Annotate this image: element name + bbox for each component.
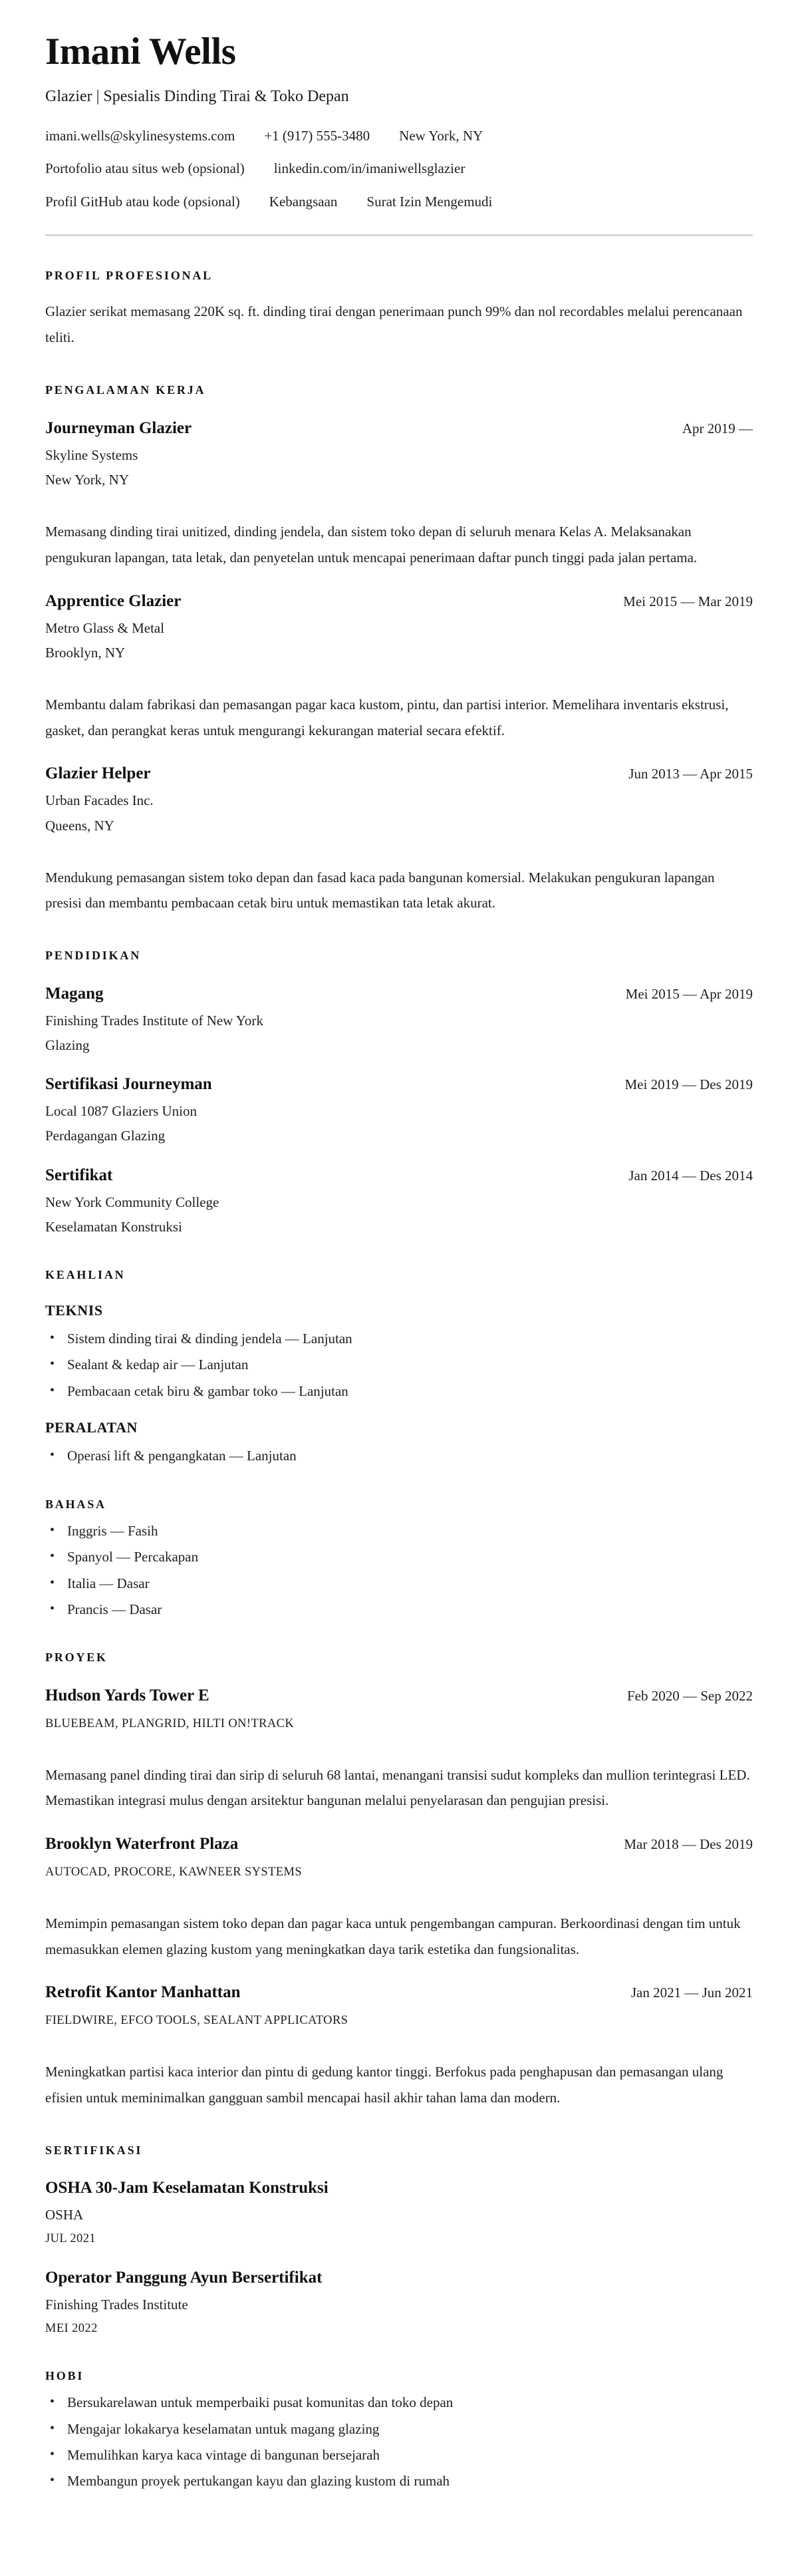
education-dates: Jan 2014 — Des 2014 bbox=[628, 1167, 753, 1184]
contact-row-1 bbox=[45, 127, 753, 144]
education-school: New York Community College bbox=[45, 1194, 219, 1210]
job-company: Metro Glass & Metal bbox=[45, 619, 165, 636]
profile-heading: PROFIL PROFESIONAL bbox=[45, 268, 213, 282]
job-entry bbox=[45, 418, 753, 571]
location-value: New York, NY bbox=[399, 128, 483, 144]
job-dates: Jun 2013 — Apr 2015 bbox=[628, 766, 753, 782]
education-entry bbox=[45, 983, 753, 1054]
section-profile bbox=[45, 268, 753, 351]
section-education bbox=[45, 948, 753, 1235]
certification-date: JUL 2021 bbox=[45, 2232, 96, 2246]
certification-entry bbox=[45, 2267, 753, 2336]
job-title: Glazier Helper bbox=[45, 764, 151, 783]
skill-item: • Operasi lift & pengangkatan — Lanjutan bbox=[45, 1447, 753, 1464]
certification-date: MEI 2022 bbox=[45, 2321, 98, 2335]
skills-group-label-tools: PERALATAN bbox=[45, 1418, 138, 1436]
hobby-item: • Mengajar lokakarya keselamatan untuk magang glazing bbox=[45, 2420, 753, 2438]
project-entry bbox=[45, 1834, 753, 1962]
section-certifications bbox=[45, 2143, 753, 2336]
project-tools: BLUEBEAM, PLANGRID, HILTI ON!TRACK bbox=[45, 1716, 295, 1730]
resume-header bbox=[45, 31, 753, 236]
education-school: Local 1087 Glaziers Union bbox=[45, 1103, 198, 1120]
project-dates: Mar 2018 — Des 2019 bbox=[624, 1836, 753, 1852]
hobby-item: • Bersukarelawan untuk memperbaiki pusat komunitas dan toko depan bbox=[45, 2394, 753, 2411]
education-degree: Sertifikat bbox=[45, 1166, 113, 1184]
section-languages bbox=[45, 1497, 753, 1619]
certification-entry bbox=[45, 2177, 753, 2247]
project-description: Memimpin pemasangan sistem toko depan dan pagar kaca untuk pengembangan campuran. Berkoordinasi dengan tim untuk memasukkan elemen glazing kustom yang meningkatkan daya tarik estetika dan fungsionalitas. bbox=[45, 1915, 741, 1957]
project-dates: Jan 2021 — Jun 2021 bbox=[630, 1985, 753, 2001]
certification-title: OSHA 30-Jam Keselamatan Konstruksi bbox=[45, 2179, 329, 2197]
email-value: imani.wells@skylinesystems.com bbox=[45, 128, 235, 144]
nationality-label: Kebangsaan bbox=[269, 193, 338, 210]
education-dates: Mei 2019 — Des 2019 bbox=[624, 1076, 753, 1093]
certification-issuer: OSHA bbox=[45, 2207, 84, 2223]
job-dates: Apr 2019 — bbox=[682, 420, 753, 436]
certification-title: Operator Panggung Ayun Bersertifikat bbox=[45, 2268, 323, 2287]
project-title: Hudson Yards Tower E bbox=[45, 1686, 209, 1704]
experience-heading: PENGALAMAN KERJA bbox=[45, 383, 206, 397]
job-description: Membantu dalam fabrikasi dan pemasangan pagar kaca kustom, pintu, dan partisi interior. Memelihara inventaris ekstrusi, gasket, dan perangkat keras untuk mengurangi kekurangan material secara efektif. bbox=[45, 697, 729, 738]
phone-value: +1 (917) 555-3480 bbox=[264, 128, 370, 144]
hobby-item: • Memulihkan karya kaca vintage di bangunan bersejarah bbox=[45, 2446, 753, 2464]
certifications-heading: SERTIFIKASI bbox=[45, 2143, 143, 2157]
skills-heading: KEAHLIAN bbox=[45, 1268, 126, 1282]
profile-summary: Glazier serikat memasang 220K sq. ft. dinding tirai dengan penerimaan punch 99% dan nol recordables melalui perencanaan teliti. bbox=[45, 303, 743, 346]
job-company: Urban Facades Inc. bbox=[45, 792, 154, 809]
skills-list-tools bbox=[45, 1447, 753, 1464]
education-heading: PENDIDIKAN bbox=[45, 949, 142, 963]
driving-license-label: Surat Izin Mengemudi bbox=[366, 193, 493, 210]
job-location: Brooklyn, NY bbox=[45, 644, 126, 661]
job-company: Skyline Systems bbox=[45, 446, 138, 463]
language-item: • Italia — Dasar bbox=[45, 1575, 753, 1592]
contact-row-2 bbox=[45, 160, 753, 177]
job-location: Queens, NY bbox=[45, 817, 114, 834]
language-item: • Inggris — Fasih bbox=[45, 1522, 753, 1539]
project-title: Retrofit Kantor Manhattan bbox=[45, 1983, 241, 2002]
job-entry bbox=[45, 591, 753, 744]
candidate-headline: Glazier | Spesialis Dinding Tirai & Toko Depan bbox=[45, 87, 349, 105]
section-skills bbox=[45, 1267, 753, 1465]
project-title: Brooklyn Waterfront Plaza bbox=[45, 1834, 239, 1853]
language-item: • Prancis — Dasar bbox=[45, 1601, 753, 1618]
section-projects bbox=[45, 1650, 753, 2111]
hobby-item: • Membangun proyek pertukangan kayu dan glazing kustom di rumah bbox=[45, 2472, 753, 2490]
candidate-name: Imani Wells bbox=[45, 31, 236, 73]
project-entry bbox=[45, 1982, 753, 2110]
section-experience bbox=[45, 383, 753, 916]
portfolio-placeholder: Portofolio atau situs web (opsional) bbox=[45, 160, 245, 177]
skill-item: • Pembacaan cetak biru & gambar toko — Lanjutan bbox=[45, 1382, 753, 1400]
linkedin-value: linkedin.com/in/imaniwellsglazier bbox=[273, 160, 466, 177]
education-entry bbox=[45, 1074, 753, 1145]
hobbies-heading: HOBI bbox=[45, 2368, 84, 2382]
job-title: Apprentice Glazier bbox=[45, 591, 182, 610]
education-degree: Sertifikasi Journeyman bbox=[45, 1075, 212, 1094]
certification-issuer: Finishing Trades Institute bbox=[45, 2296, 188, 2313]
education-field: Keselamatan Konstruksi bbox=[45, 1218, 182, 1235]
project-entry bbox=[45, 1685, 753, 1814]
job-dates: Mei 2015 — Mar 2019 bbox=[623, 593, 753, 609]
job-description: Memasang dinding tirai unitized, dinding jendela, dan sistem toko depan di seluruh menara Kelas A. Melaksanakan pengukuran lapangan, tata letak, dan penyetelan untuk mencapai penerimaan daftar punch tinggi pada jalan pertama. bbox=[45, 524, 698, 565]
project-description: Memasang panel dinding tirai dan sirip di seluruh 68 lantai, menangani transisi sudut kompleks dan mullion terintegrasi LED. Memastikan integrasi mulus dengan arsitektur bangunan melalui penyelarasan dan pengujian presisi. bbox=[45, 1766, 750, 1809]
languages-heading: BAHASA bbox=[45, 1497, 106, 1511]
education-dates: Mei 2015 — Apr 2019 bbox=[625, 985, 753, 1002]
education-field: Perdagangan Glazing bbox=[45, 1128, 166, 1144]
skills-group-label-technical: TEKNIS bbox=[45, 1301, 103, 1319]
skill-item: • Sistem dinding tirai & dinding jendela — Lanjutan bbox=[45, 1330, 753, 1347]
header-divider bbox=[45, 234, 753, 236]
contact-block bbox=[45, 127, 753, 210]
project-dates: Feb 2020 — Sep 2022 bbox=[627, 1687, 753, 1704]
skills-list-technical bbox=[45, 1330, 753, 1400]
skill-item: • Sealant & kedap air — Lanjutan bbox=[45, 1356, 753, 1373]
github-placeholder: Profil GitHub atau kode (opsional) bbox=[45, 193, 240, 210]
education-entry bbox=[45, 1165, 753, 1236]
job-location: New York, NY bbox=[45, 472, 130, 488]
project-description: Meningkatkan partisi kaca interior dan pintu di gedung kantor tinggi. Berfokus pada penghapusan dan pemasangan ulang efisien untuk meminimalkan gangguan sambil mencapai hasil akhir tahan lama dan modern. bbox=[45, 2064, 724, 2106]
education-school: Finishing Trades Institute of New York bbox=[45, 1012, 263, 1029]
education-degree: Magang bbox=[45, 984, 104, 1003]
project-tools: AUTOCAD, PROCORE, KAWNEER SYSTEMS bbox=[45, 1865, 303, 1879]
languages-list bbox=[45, 1522, 753, 1618]
section-hobbies bbox=[45, 2368, 753, 2490]
project-tools: FIELDWIRE, EFCO TOOLS, SEALANT APPLICATORS bbox=[45, 2014, 348, 2028]
contact-row-3 bbox=[45, 193, 753, 210]
hobbies-list bbox=[45, 2394, 753, 2490]
education-field: Glazing bbox=[45, 1037, 90, 1053]
language-item: • Spanyol — Percakapan bbox=[45, 1548, 753, 1565]
projects-heading: PROYEK bbox=[45, 1651, 108, 1665]
job-description: Mendukung pemasangan sistem toko depan dan fasad kaca pada bangunan komersial. Melakukan pengukuran lapangan presisi dan membantu pembacaan cetak biru untuk memastikan tata letak akurat. bbox=[45, 869, 715, 911]
job-entry bbox=[45, 763, 753, 916]
job-title: Journeyman Glazier bbox=[45, 418, 192, 437]
